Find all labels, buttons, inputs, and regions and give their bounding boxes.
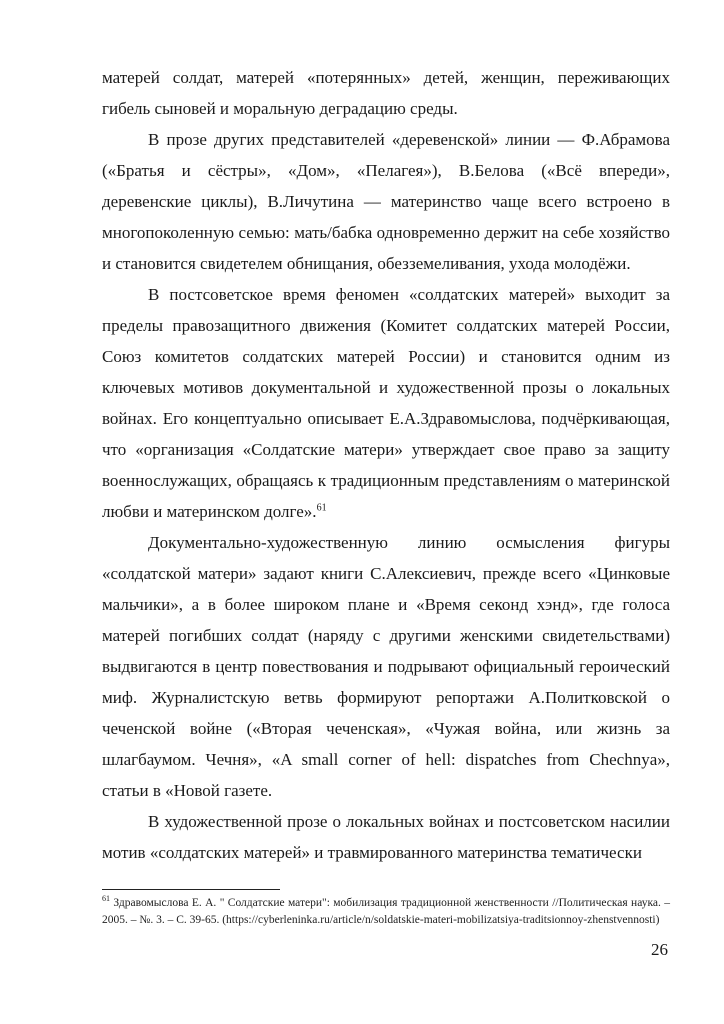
paragraph-text: В художественной прозе о локальных войнах и постсоветском насилии мотив «солдатских матерей» и травмированного материнства тематически [102, 812, 670, 862]
paragraph-text: Документально-художественную линию осмысления фигуры «солдатской матери» задают книги С.Алексиевич, прежде всего «Цинковые мальчики», а в более широком плане и «Время секонд хэнд», где голоса матерей погибших солдат (наряду с другими женскими свидетельствами) выдвигаются в центр повествования и подрывают официальный героический миф. Журналистскую ветвь формируют репортажи А.Политковской о чеченской войне («Вторая чеченская», «Чужая война, или жизнь за шлагбаумом. Чечня», «A small corner of hell: dispatches from Chechnya», статьи в «Новой газете. [102, 533, 670, 800]
footnote [102, 895, 670, 929]
paragraph-continuation [102, 62, 670, 124]
page-number: 26 [651, 940, 668, 959]
paragraph-text: В прозе других представителей «деревенской» линии — Ф.Абрамова («Братья и сёстры», «Дом», «Пелагея»), В.Белова («Всё впереди», деревенские циклы), В.Личутина — материнство чаще всего встроено в многопоколенную семью: мать/бабка одновременно держит на себе хозяйство и становится свидетелем обнищания, обезземеливания, ухода молодёжи. [102, 130, 670, 273]
body-text [102, 62, 670, 868]
footnote-separator [102, 889, 280, 890]
footnote-number: 61 [102, 894, 110, 904]
paragraph-text: матерей солдат, матерей «потерянных» детей, женщин, переживающих гибель сыновей и моральную деградацию среды. [102, 68, 670, 118]
footnote-text: Здравомыслова Е. А. " Солдатские матери": мобилизация традиционной женственности //Политическая наука. – 2005. – №. 3. – С. 39-65. (https://cyberleninka.ru/article/n/soldatskie-materi-mobilizatsiya-traditsionnoy-zhenstvennosti) [102, 897, 671, 926]
paragraph-village-prose [102, 124, 670, 279]
paragraph-text: В постсоветское время феномен «солдатских матерей» выходит за пределы правозащитного движения (Комитет солдатских матерей России, Союз комитетов солдатских матерей России) и становится одним из ключевых мотивов документальной и художественной прозы о локальных войнах. Его концептуально описывает Е.А.Здравомыслова, подчёркивающая, что «организация «Солдатские матери» утверждает свое право за защиту военнослужащих, обращаясь к традиционным представлениям о материнской любви и материнском долге». [102, 285, 670, 521]
paragraph-soldiers-mothers [102, 279, 670, 527]
paragraph-fiction-local-wars [102, 806, 670, 868]
footnote-reference[interactable]: 61 [316, 502, 327, 514]
paragraph-documentary-line [102, 527, 670, 806]
